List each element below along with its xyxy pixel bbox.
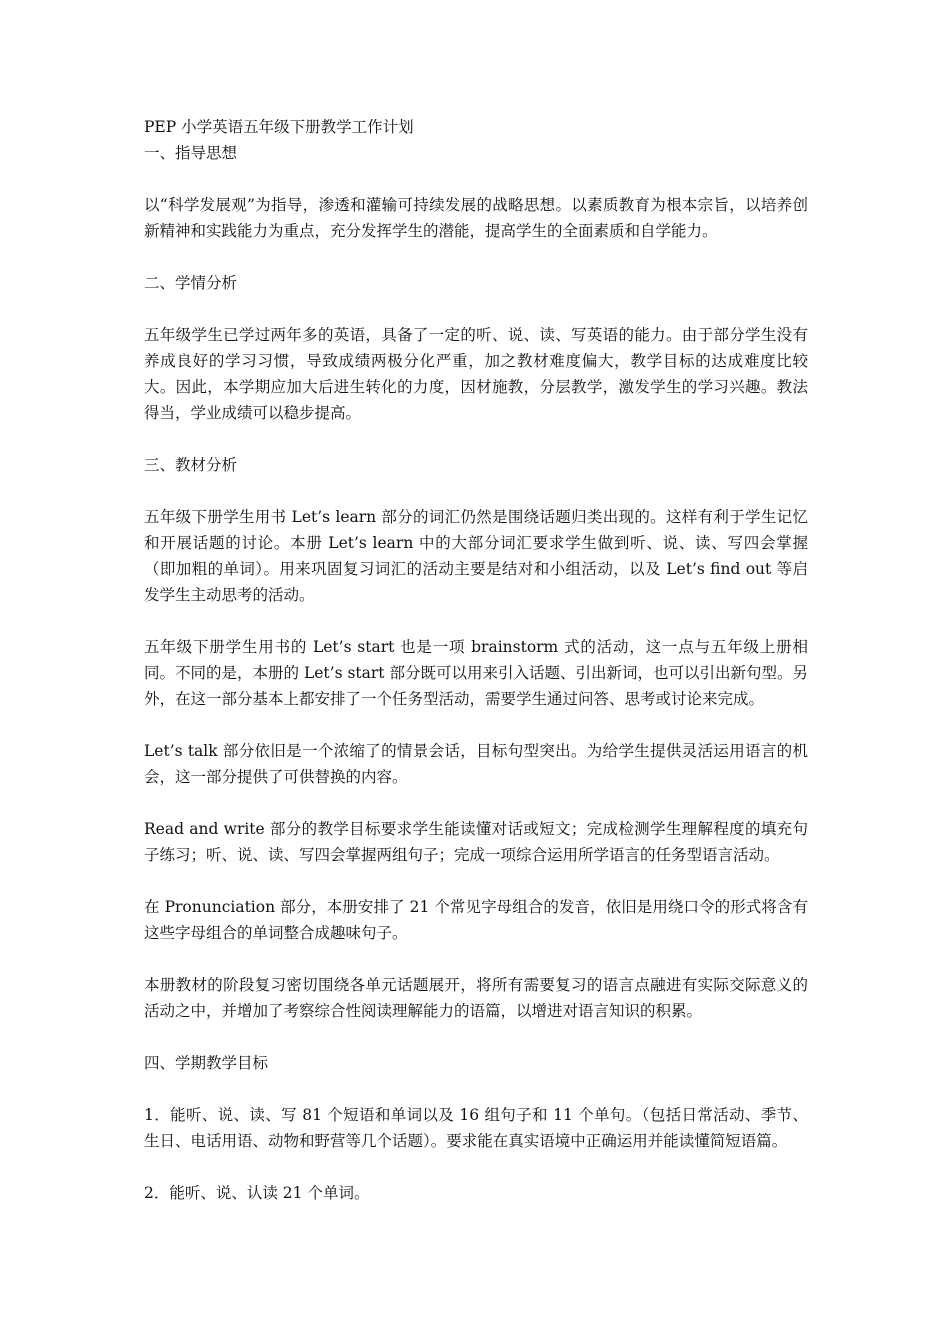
paragraph-review: 本册教材的阶段复习密切围绕各单元话题展开，将所有需要复习的语言点融进有实际交际意义的活动之中，并增加了考察综合性阅读理解能力的语篇，以增进对语言知识的积累。	[144, 976, 808, 1020]
goal-item-1: 1．能听、说、读、写 81 个短语和单词以及 16 组句子和 11 个单句。（包括日常活动、季节、生日、电话用语、动物和野营等几个话题）。要求能在真实语境中正确运用并能读懂简短语篇。	[144, 1106, 808, 1150]
document-title: PEP 小学英语五年级下册教学工作计划	[144, 118, 414, 136]
spacer	[144, 478, 808, 504]
paragraph-lets-learn: 五年级下册学生用书 Let’s learn 部分的词汇仍然是围绕话题归类出现的。这样有利于学生记忆和开展话题的讨论。本册 Let’s learn 中的大部分词汇要求学生做到听、说、读、写四会掌握（即加粗的单词）。用来巩固复习词汇的活动主要是结对和小组活动，以及 Let’s find out 等启发学生主动思考的活动。	[144, 508, 808, 604]
spacer	[144, 712, 808, 738]
paragraph-lets-talk: Let’s talk 部分依旧是一个浓缩了的情景会话，目标句型突出。为给学生提供灵活运用语言的机会，这一部分提供了可供替换的内容。	[144, 742, 808, 786]
spacer	[144, 608, 808, 634]
paragraph-read-and-write: Read and write 部分的教学目标要求学生能读懂对话或短文；完成检测学生理解程度的填充句子练习；听、说、读、写四会掌握两组句子；完成一项综合运用所学语言的任务型语言活动。	[144, 820, 808, 864]
spacer	[144, 166, 808, 192]
goal-item-2: 2．能听、说、认读 21 个单词。	[144, 1184, 370, 1202]
spacer	[144, 868, 808, 894]
paragraph-guiding-ideology: 以“科学发展观”为指导，渗透和灌输可持续发展的战略思想。以素质教育为根本宗旨，以培养创新精神和实践能力为重点，充分发挥学生的潜能，提高学生的全面素质和自学能力。	[144, 196, 808, 240]
spacer	[144, 426, 808, 452]
section-heading-textbook-analysis: 三、教材分析	[144, 456, 238, 474]
paragraph-lets-start: 五年级下册学生用书的 Let’s start 也是一项 brainstorm 式的活动，这一点与五年级上册相同。不同的是，本册的 Let’s start 部分既可以用来引入话题、引出新词，也可以引出新句型。另外，在这一部分基本上都安排了一个任务型活动，需要学生通过问答、思考或讨论来完成。	[144, 638, 808, 708]
section-heading-student-analysis: 二、学情分析	[144, 274, 238, 292]
spacer	[144, 296, 808, 322]
spacer	[144, 244, 808, 270]
paragraph-pronunciation: 在 Pronunciation 部分，本册安排了 21 个常见字母组合的发音，依旧是用绕口令的形式将含有这些字母组合的单词整合成趣味句子。	[144, 898, 808, 942]
spacer	[144, 1024, 808, 1050]
spacer	[144, 790, 808, 816]
document-page	[144, 114, 808, 1206]
section-heading-semester-goals: 四、学期教学目标	[144, 1054, 269, 1072]
spacer	[144, 946, 808, 972]
paragraph-student-analysis: 五年级学生已学过两年多的英语，具备了一定的听、说、读、写英语的能力。由于部分学生没有养成良好的学习习惯，导致成绩两极分化严重，加之教材难度偏大，教学目标的达成难度比较大。因此，本学期应加大后进生转化的力度，因材施教，分层教学，激发学生的学习兴趣。教法得当，学业成绩可以稳步提高。	[144, 326, 808, 422]
section-heading-guiding-ideology: 一、指导思想	[144, 144, 238, 162]
spacer	[144, 1076, 808, 1102]
spacer	[144, 1154, 808, 1180]
